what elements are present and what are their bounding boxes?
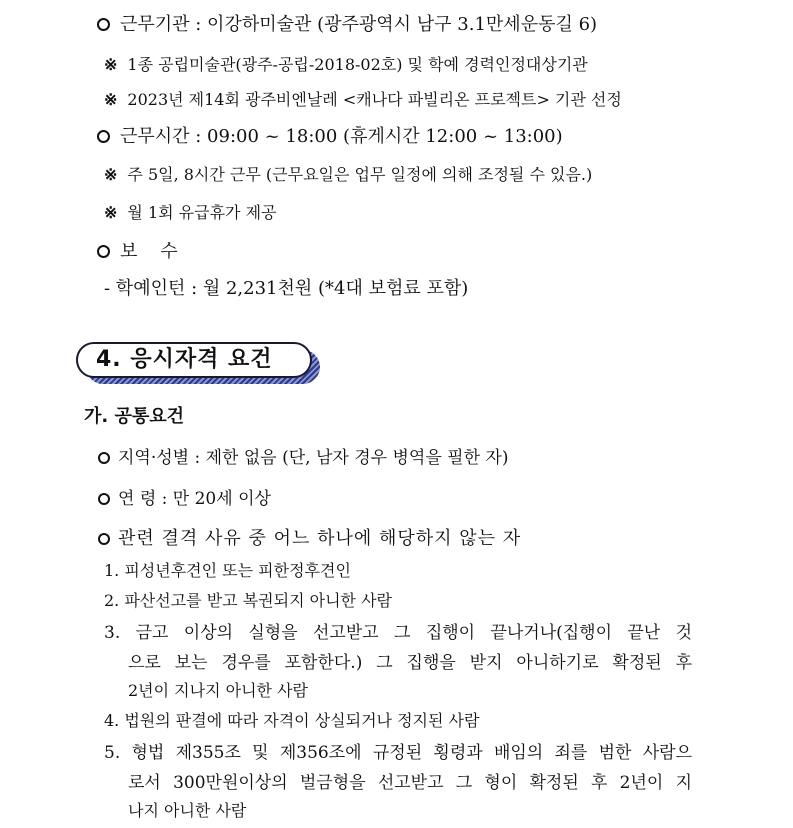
list-item-text: 으로 보는 경우를 포함한다.) 그 집행을 받지 아니하기로 확정된 후 — [128, 653, 692, 673]
pay-label — [97, 237, 178, 263]
circle-bullet-icon — [97, 18, 110, 31]
note-mark: ※ — [104, 203, 118, 222]
list-item-cont — [128, 768, 692, 793]
list-item-text: 로서 300만원이상의 벌금형을 선고받고 그 형이 확정된 후 2년이 지 — [128, 773, 692, 793]
work-location-text: 근무기관 : 이강하미술관 (광주광역시 남구 3.1만세운동길 6) — [120, 14, 598, 35]
note-mark: ※ — [104, 55, 118, 74]
circle-bullet-icon — [98, 533, 110, 545]
common-disqualification — [98, 524, 521, 550]
note-workdays — [104, 162, 592, 185]
note-vacation — [104, 200, 277, 223]
note-text: 1종 공립미술관(광주-공립-2018-02호) 및 학예 경력인정대상기관 — [127, 55, 588, 74]
common-age — [98, 484, 271, 509]
list-item-cont: 2년이 지나지 아니한 사람 — [128, 681, 308, 700]
section-heading: 4. 응시자격 요건 — [76, 342, 312, 378]
list-item: 1. 피성년후견인 또는 피한정후견인 — [104, 561, 351, 580]
circle-bullet-icon — [97, 130, 110, 143]
common-disq-text: 관련 결격 사유 중 어느 하나에 해당하지 않는 자 — [118, 528, 522, 549]
list-item: 4. 법원의 판결에 따라 자격이 상실되거나 정지된 사람 — [104, 711, 480, 730]
list-item-cont — [128, 648, 692, 673]
note-museum-type — [104, 52, 588, 75]
note-mark: ※ — [104, 90, 118, 109]
list-item — [104, 618, 692, 643]
pay-detail: - 학예인턴 : 월 2,231천원 (*4대 보험료 포함) — [104, 278, 469, 299]
circle-bullet-icon — [98, 452, 110, 464]
note-text: 주 5일, 8시간 근무 (근무요일은 업무 일정에 의해 조정될 수 있음.) — [127, 165, 593, 184]
work-location — [97, 10, 597, 36]
list-item-text: 5. 형법 제355조 및 제356조에 규정된 횡령과 배임의 죄를 범한 사람으 — [104, 743, 692, 763]
common-age-text: 연 령 : 만 20세 이상 — [118, 489, 271, 509]
list-item: 2. 파산선고를 받고 복권되지 아니한 사람 — [104, 591, 392, 610]
note-biennale — [104, 87, 622, 110]
note-mark: ※ — [104, 165, 118, 184]
circle-bullet-icon — [97, 245, 110, 258]
note-text: 2023년 제14회 광주비엔날레 <캐나다 파빌리온 프로젝트> 기관 선정 — [127, 90, 622, 109]
list-item-cont: 나지 아니한 사람 — [128, 801, 247, 820]
subsection-title: 가. 공통요건 — [84, 406, 185, 427]
common-region — [98, 443, 508, 468]
circle-bullet-icon — [98, 493, 110, 505]
common-region-text: 지역·성별 : 제한 없음 (단, 남자 경우 병역을 필한 자) — [118, 448, 509, 468]
pay-label-text: 보 수 — [120, 241, 178, 262]
work-hours — [97, 122, 563, 148]
list-item — [104, 738, 692, 763]
note-text: 월 1회 유급휴가 제공 — [127, 203, 277, 222]
list-item-text: 3. 금고 이상의 실형을 선고받고 그 집행이 끝나거나(집행이 끝난 것 — [104, 623, 692, 643]
work-hours-text: 근무시간 : 09:00 ~ 18:00 (휴게시간 12:00 ~ 13:00) — [120, 126, 563, 147]
